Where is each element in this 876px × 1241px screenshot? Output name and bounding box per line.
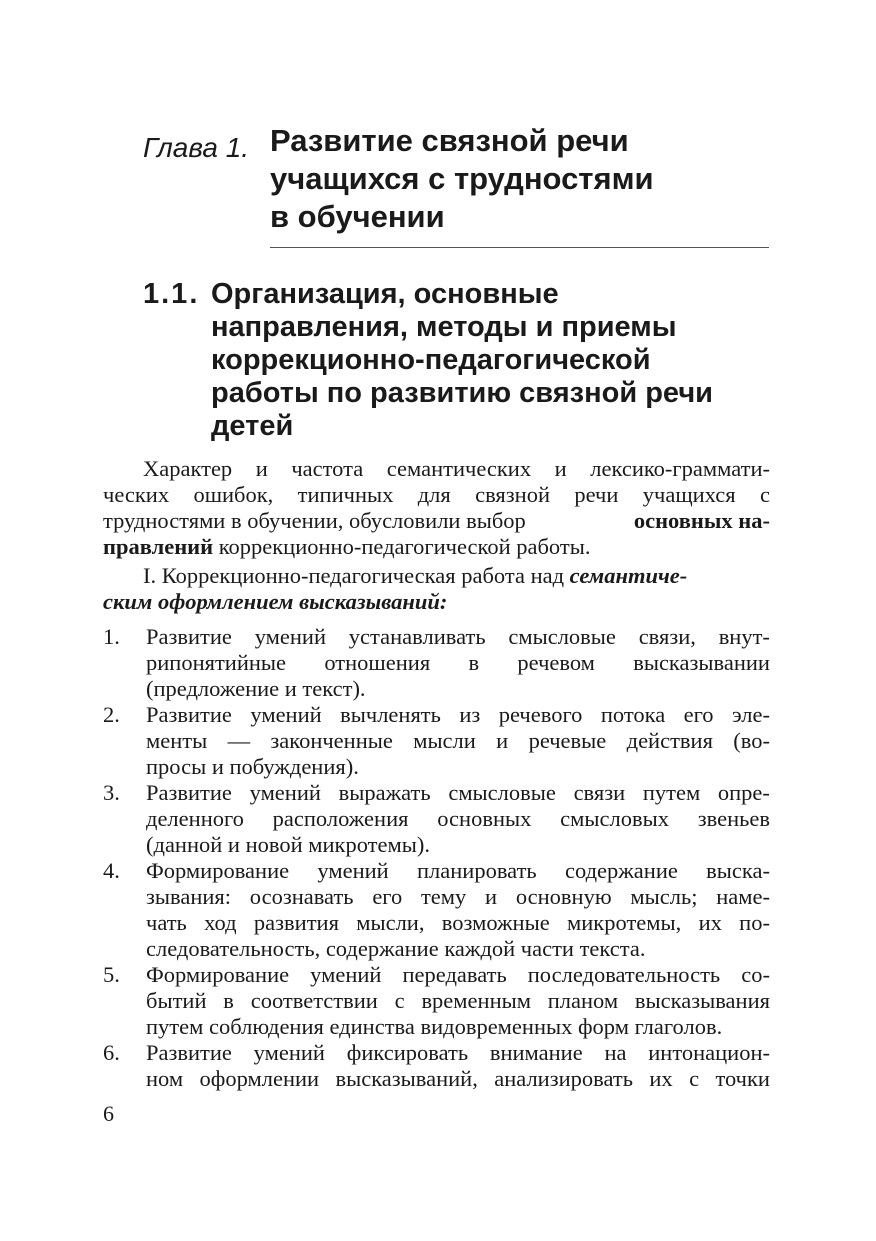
text-span: I. Коррекционно-педагогическая работа над	[143, 563, 570, 588]
section-title-line: работы по развитию связной речи	[211, 377, 713, 409]
section-title-line: детей	[211, 410, 294, 442]
text-line: (данной и новой микротемы).	[146, 832, 430, 857]
list-item-text	[146, 702, 770, 780]
list-item	[103, 702, 770, 780]
chapter-title-line: учащихся с трудностями	[270, 161, 654, 196]
emphasis-bold: основных на-	[633, 508, 770, 533]
emphasis-bold-italic: семантиче-	[569, 563, 688, 588]
list-item-text	[146, 624, 770, 702]
chapter-title	[270, 122, 770, 236]
chapter-title-line: Развитие связной речи	[270, 123, 629, 158]
section-title-line: коррекционно-педагогической	[211, 344, 651, 376]
text-line: Формирование умений передавать последовательность со-	[146, 962, 770, 987]
chapter-divider	[270, 247, 769, 248]
list-item-number: 6.	[103, 1040, 120, 1065]
list-item-number: 2.	[103, 702, 120, 727]
numbered-list	[103, 624, 770, 1092]
list-item-text	[146, 858, 770, 962]
list-item-number: 5.	[103, 962, 120, 987]
text-span: трудностями в обучении, обусловили выбор	[103, 508, 526, 533]
chapter-label: Глава 1.	[143, 132, 250, 163]
list-item-text	[146, 962, 770, 1040]
section-title-line: направления, методы и приемы	[211, 311, 677, 343]
list-item	[103, 624, 770, 702]
text-line: Формирование умений планировать содержание выска-	[146, 858, 770, 883]
section-title	[211, 278, 771, 443]
text-line: Характер и частота семантических и лексико-граммати-	[143, 456, 770, 481]
text-line: путем соблюдения единства видовременных форм глаголов.	[146, 1014, 723, 1039]
emphasis-bold: правлений	[103, 534, 214, 559]
intro-paragraph	[103, 456, 770, 560]
chapter-title-line: в обучении	[270, 199, 445, 234]
text-line: Развитие умений вычленять из речевого потока его эле-	[146, 702, 770, 727]
text-span: коррекционно-педагогической работы.	[213, 534, 591, 559]
page-number: 6	[103, 1101, 114, 1126]
text-line: (предложение и текст).	[146, 676, 366, 701]
text-line	[103, 563, 770, 589]
list-item-text	[146, 1040, 770, 1092]
list-item-number: 3.	[103, 780, 120, 805]
text-line: ном оформлении высказываний, анализировать их с точки	[146, 1066, 770, 1091]
text-line: бытий в соответствии с временным планом высказывания	[146, 988, 770, 1013]
list-item	[103, 962, 770, 1040]
text-line: чать ход развития мысли, возможные микротемы, их по-	[146, 910, 770, 935]
text-line: Развитие умений устанавливать смысловые связи, внут-	[146, 624, 770, 649]
list-item	[103, 858, 770, 962]
list-item	[103, 1040, 770, 1092]
text-line: зывания: осознавать его тему и основную мысль; наме-	[146, 884, 770, 909]
section-title-line: Организация, основные	[211, 278, 559, 310]
text-line: рипонятийные отношения в речевом высказывании	[146, 650, 770, 675]
section-intro-paragraph	[103, 563, 770, 615]
list-item-text	[146, 780, 770, 858]
list-item-number: 1.	[103, 624, 120, 649]
text-line: Развитие умений фиксировать внимание на интонацион-	[146, 1040, 770, 1065]
text-line: менты — законченные мысли и речевые действия (во-	[146, 728, 770, 753]
emphasis-bold-italic: ским оформлением высказываний:	[103, 589, 448, 614]
text-line: деленного расположения основных смысловых звеньев	[146, 806, 770, 831]
text-line	[103, 508, 770, 534]
text-line: следовательность, содержание каждой части текста.	[146, 936, 646, 961]
list-item	[103, 780, 770, 858]
text-line	[103, 534, 770, 560]
text-line	[103, 589, 770, 615]
list-item-number: 4.	[103, 858, 120, 883]
text-line: ческих ошибок, типичных для связной речи учащихся с	[103, 482, 770, 507]
text-line: Развитие умений выражать смысловые связи путем опре-	[146, 780, 770, 805]
section-number: 1.1.	[143, 278, 200, 310]
text-line: просы и побуждения).	[146, 754, 359, 779]
